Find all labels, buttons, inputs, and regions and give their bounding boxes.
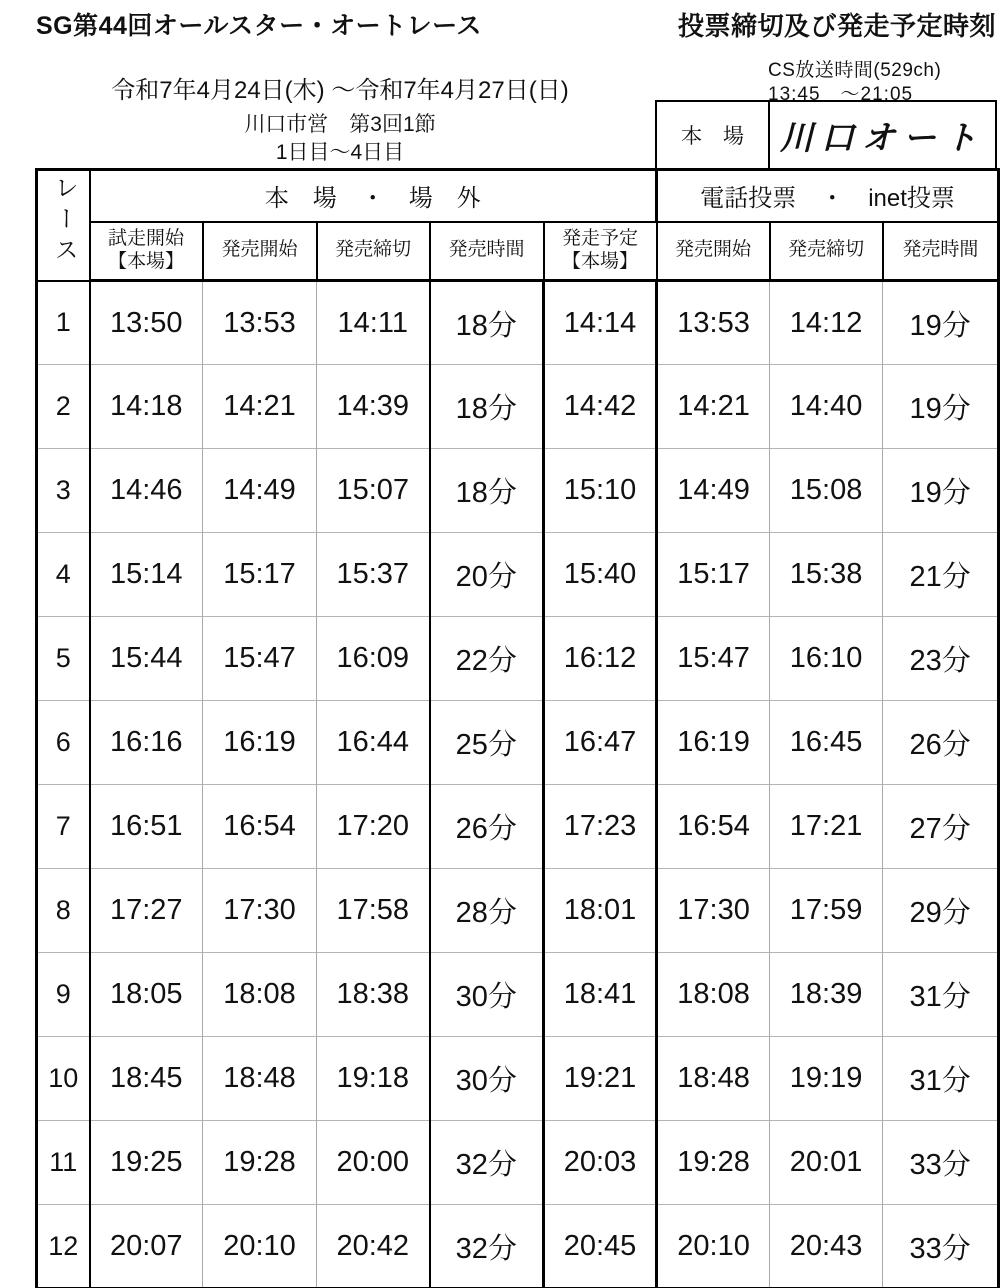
- cell-tel-sale-start: 20:10: [657, 1205, 770, 1288]
- cell-tel-sale-close: 16:10: [770, 617, 883, 701]
- table-row: [37, 701, 999, 785]
- subheader-tel-sale-start: 発売開始: [657, 222, 770, 281]
- table-row: [37, 281, 999, 365]
- table-row: [37, 1037, 999, 1121]
- cell-sale-close: 17:58: [317, 869, 430, 953]
- cell-tel-sale-close: 20:01: [770, 1121, 883, 1205]
- table-row: [37, 617, 999, 701]
- subheader-line: 試走開始: [107, 227, 184, 249]
- cell-tel-sale-close: 15:08: [770, 449, 883, 533]
- subheader-trial-start: [90, 222, 203, 281]
- cell-trial-start: 16:51: [90, 785, 203, 869]
- race-column-label: レース: [50, 175, 78, 269]
- cell-sale-close: 16:09: [317, 617, 430, 701]
- subheader-sale-duration: 発売時間: [430, 222, 544, 281]
- cell-race-start: 14:14: [544, 281, 657, 365]
- cell-trial-start: 14:18: [90, 365, 203, 449]
- table-row: [37, 869, 999, 953]
- cell-sale-start: 16:54: [203, 785, 317, 869]
- cell-race-start: 16:47: [544, 701, 657, 785]
- cell-tel-sale-start: 17:30: [657, 869, 770, 953]
- cell-sale-close: 15:37: [317, 533, 430, 617]
- cell-sale-start: 19:28: [203, 1121, 317, 1205]
- cell-sale-duration: 18分: [430, 281, 544, 365]
- subheader-line: 【本場】: [107, 250, 184, 272]
- subheader-sale-close: 発売締切: [317, 222, 430, 281]
- cell-race-number: 8: [37, 869, 90, 953]
- sub-header-row: [37, 222, 999, 281]
- cell-sale-duration: 32分: [430, 1205, 544, 1288]
- cell-race-start: 18:01: [544, 869, 657, 953]
- cell-sale-duration: 25分: [430, 701, 544, 785]
- subheader-tel-sale-close: 発売締切: [770, 222, 883, 281]
- group-header-row: [37, 170, 999, 222]
- cell-sale-close: 16:44: [317, 701, 430, 785]
- cell-sale-close: 17:20: [317, 785, 430, 869]
- cell-tel-sale-duration: 21分: [883, 533, 999, 617]
- cell-sale-start: 16:19: [203, 701, 317, 785]
- cell-tel-sale-start: 18:08: [657, 953, 770, 1037]
- cell-race-start: 17:23: [544, 785, 657, 869]
- page-subtitle: 投票締切及び発走予定時刻: [677, 11, 996, 41]
- table-row: [37, 785, 999, 869]
- schedule-table: [35, 168, 1000, 1288]
- cell-sale-close: 19:18: [317, 1037, 430, 1121]
- cell-tel-sale-duration: 31分: [883, 953, 999, 1037]
- cell-sale-close: 15:07: [317, 449, 430, 533]
- cell-tel-sale-duration: 27分: [883, 785, 999, 869]
- cell-race-number: 7: [37, 785, 90, 869]
- cell-tel-sale-close: 17:59: [770, 869, 883, 953]
- cell-sale-duration: 22分: [430, 617, 544, 701]
- cell-trial-start: 19:25: [90, 1121, 203, 1205]
- cell-tel-sale-close: 16:45: [770, 701, 883, 785]
- cell-tel-sale-duration: 23分: [883, 617, 999, 701]
- cell-race-start: 15:10: [544, 449, 657, 533]
- cell-sale-duration: 32分: [430, 1121, 544, 1205]
- cs-broadcast-hours: 13:45 ～21:05: [768, 84, 914, 105]
- subheader-race-start: [544, 222, 657, 281]
- cell-sale-start: 15:47: [203, 617, 317, 701]
- cell-tel-sale-duration: 29分: [883, 869, 999, 953]
- subheader-sale-start: 発売開始: [203, 222, 317, 281]
- table-body: [37, 281, 999, 1288]
- cell-tel-sale-duration: 26分: [883, 701, 999, 785]
- page-title: SG第44回オールスター・オートレース: [36, 12, 482, 40]
- cell-tel-sale-duration: 19分: [883, 365, 999, 449]
- cell-sale-close: 14:11: [317, 281, 430, 365]
- cell-tel-sale-close: 14:12: [770, 281, 883, 365]
- cell-sale-duration: 28分: [430, 869, 544, 953]
- cell-sale-close: 20:00: [317, 1121, 430, 1205]
- table-row: [37, 1121, 999, 1205]
- cell-sale-duration: 30分: [430, 953, 544, 1037]
- table-row: [37, 365, 999, 449]
- cell-tel-sale-duration: 33分: [883, 1121, 999, 1205]
- cell-tel-sale-start: 13:53: [657, 281, 770, 365]
- group-header-remote: 電話投票 ・ inet投票: [657, 170, 999, 222]
- venue-days: 1日目～4日目: [275, 141, 405, 164]
- cell-trial-start: 16:16: [90, 701, 203, 785]
- cell-tel-sale-duration: 19分: [883, 449, 999, 533]
- cell-trial-start: 15:14: [90, 533, 203, 617]
- home-track-label: 本 場: [657, 102, 770, 168]
- date-range: 令和7年4月24日(木) ～令和7年4月27日(日): [111, 77, 569, 104]
- cell-sale-duration: 18分: [430, 449, 544, 533]
- cell-tel-sale-start: 14:21: [657, 365, 770, 449]
- cell-sale-close: 14:39: [317, 365, 430, 449]
- cell-sale-start: 13:53: [203, 281, 317, 365]
- cell-trial-start: 15:44: [90, 617, 203, 701]
- cell-race-start: 20:03: [544, 1121, 657, 1205]
- cell-sale-start: 15:17: [203, 533, 317, 617]
- cell-tel-sale-duration: 31分: [883, 1037, 999, 1121]
- cell-trial-start: 18:05: [90, 953, 203, 1037]
- cell-race-start: 16:12: [544, 617, 657, 701]
- cell-trial-start: 20:07: [90, 1205, 203, 1288]
- cell-race-number: 11: [37, 1121, 90, 1205]
- cell-sale-start: 14:49: [203, 449, 317, 533]
- cell-race-number: 3: [37, 449, 90, 533]
- cell-sale-close: 20:42: [317, 1205, 430, 1288]
- venue-series: 川口市営 第3回1節: [244, 113, 436, 136]
- subheader-tel-sale-duration: 発売時間: [883, 222, 999, 281]
- cell-sale-duration: 30分: [430, 1037, 544, 1121]
- cell-race-start: 15:40: [544, 533, 657, 617]
- cell-tel-sale-start: 18:48: [657, 1037, 770, 1121]
- cell-tel-sale-duration: 19分: [883, 281, 999, 365]
- cs-broadcast-channel: CS放送時間(529ch): [768, 60, 942, 81]
- cell-sale-start: 17:30: [203, 869, 317, 953]
- cell-race-number: 4: [37, 533, 90, 617]
- cell-tel-sale-start: 15:17: [657, 533, 770, 617]
- cell-sale-start: 18:08: [203, 953, 317, 1037]
- cell-race-number: 5: [37, 617, 90, 701]
- cell-race-start: 20:45: [544, 1205, 657, 1288]
- cell-tel-sale-close: 15:38: [770, 533, 883, 617]
- table-row: [37, 533, 999, 617]
- table-row: [37, 1205, 999, 1288]
- cell-tel-sale-start: 14:49: [657, 449, 770, 533]
- cell-tel-sale-start: 19:28: [657, 1121, 770, 1205]
- group-header-onsite: 本 場 ・ 場 外: [90, 170, 657, 222]
- cell-tel-sale-duration: 33分: [883, 1205, 999, 1288]
- home-track-box: [655, 100, 997, 168]
- cell-sale-duration: 18分: [430, 365, 544, 449]
- table-row: [37, 449, 999, 533]
- cell-tel-sale-start: 16:54: [657, 785, 770, 869]
- cell-sale-start: 20:10: [203, 1205, 317, 1288]
- cell-sale-duration: 20分: [430, 533, 544, 617]
- cell-race-number: 9: [37, 953, 90, 1037]
- cell-trial-start: 17:27: [90, 869, 203, 953]
- cell-trial-start: 13:50: [90, 281, 203, 365]
- cell-tel-sale-close: 17:21: [770, 785, 883, 869]
- cell-tel-sale-close: 19:19: [770, 1037, 883, 1121]
- subheader-line: 【本場】: [562, 250, 639, 272]
- cell-sale-start: 18:48: [203, 1037, 317, 1121]
- cell-race-number: 10: [37, 1037, 90, 1121]
- cell-tel-sale-start: 15:47: [657, 617, 770, 701]
- cell-trial-start: 14:46: [90, 449, 203, 533]
- cell-tel-sale-start: 16:19: [657, 701, 770, 785]
- cell-race-start: 18:41: [544, 953, 657, 1037]
- cell-tel-sale-close: 18:39: [770, 953, 883, 1037]
- cell-sale-close: 18:38: [317, 953, 430, 1037]
- cell-race-number: 6: [37, 701, 90, 785]
- cell-race-number: 1: [37, 281, 90, 365]
- cell-race-number: 2: [37, 365, 90, 449]
- cell-trial-start: 18:45: [90, 1037, 203, 1121]
- cell-tel-sale-close: 20:43: [770, 1205, 883, 1288]
- table-row: [37, 953, 999, 1037]
- cell-sale-duration: 26分: [430, 785, 544, 869]
- cell-race-start: 19:21: [544, 1037, 657, 1121]
- race-column-header: [37, 170, 90, 281]
- cell-sale-start: 14:21: [203, 365, 317, 449]
- subheader-line: 発走予定: [562, 227, 639, 249]
- cell-race-number: 12: [37, 1205, 90, 1288]
- home-track-name: 川口オート: [780, 117, 985, 157]
- cell-tel-sale-close: 14:40: [770, 365, 883, 449]
- cell-race-start: 14:42: [544, 365, 657, 449]
